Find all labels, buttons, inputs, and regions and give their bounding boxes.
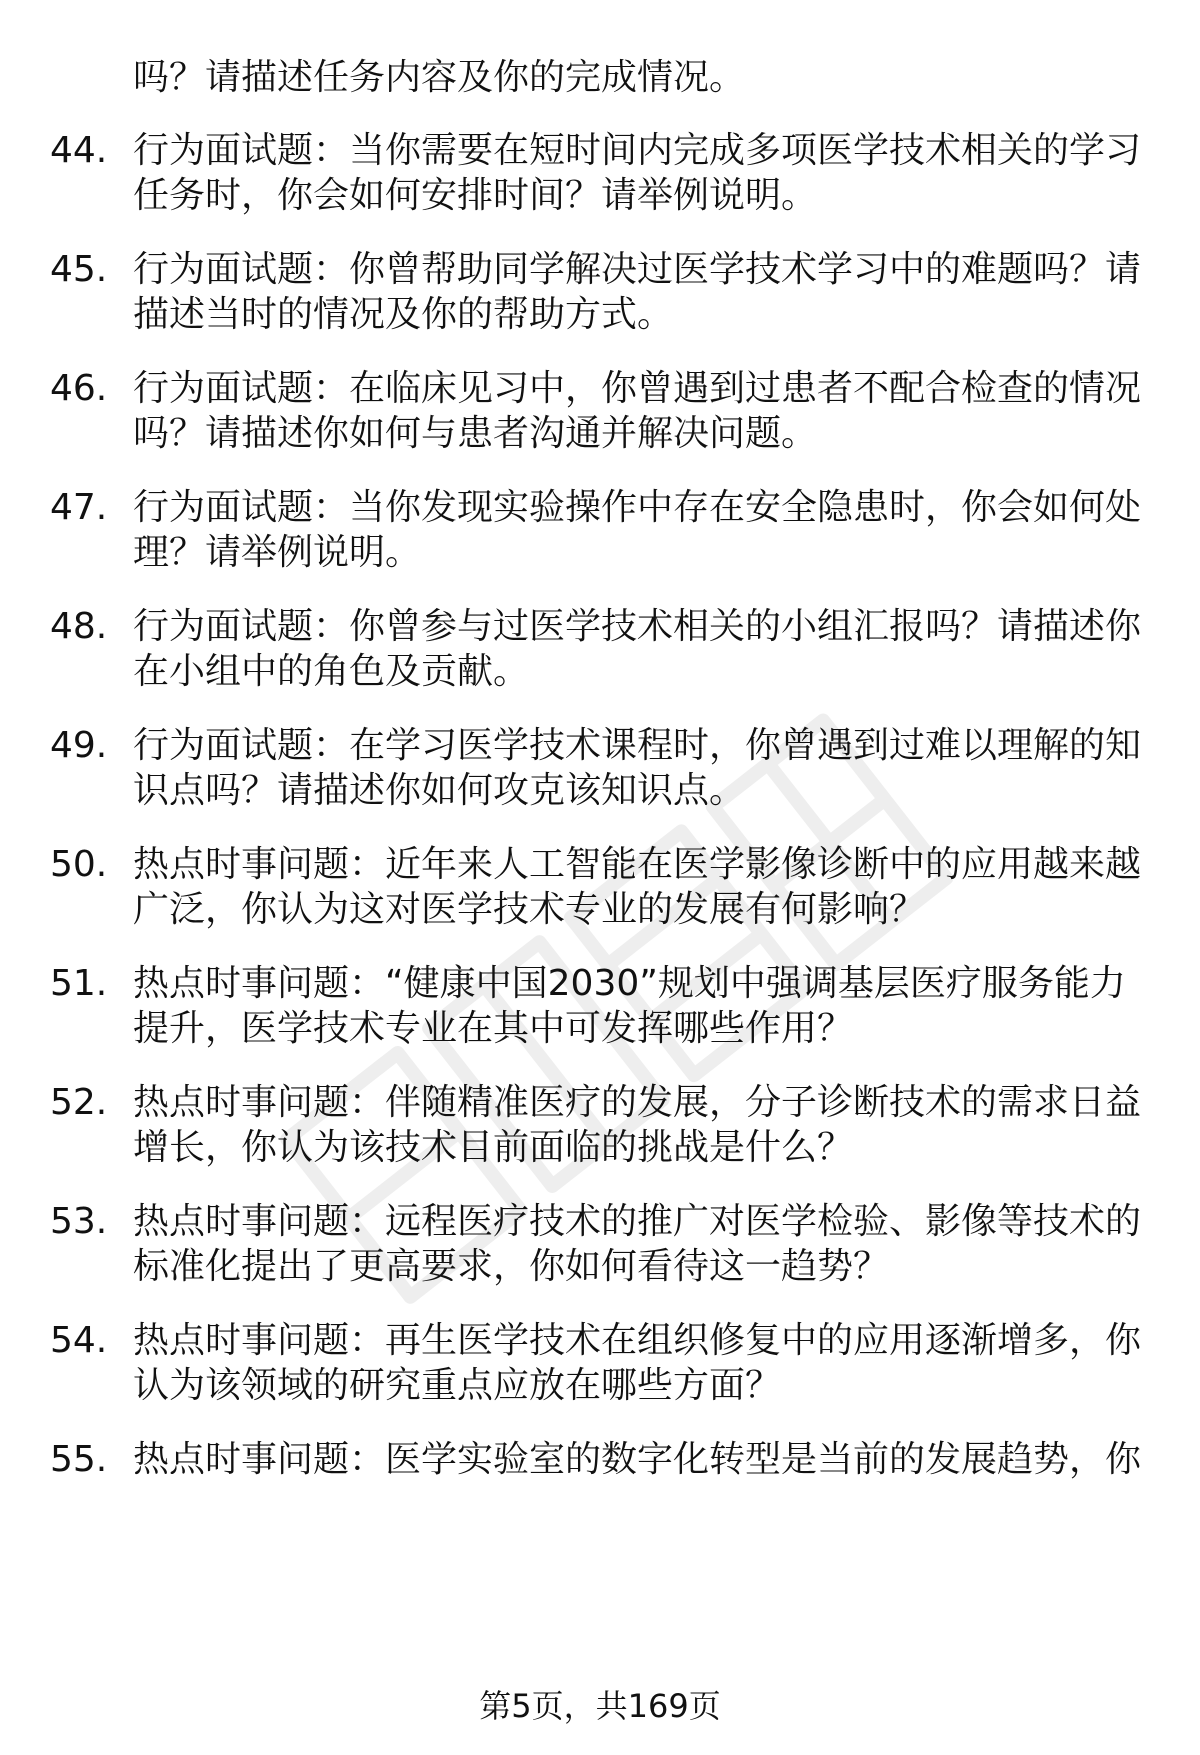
question-text-line2: 描述当时的情况及你的帮助方式。 [133, 294, 674, 335]
question-number: 46. [50, 368, 108, 409]
question-text-line1: 行为面试题：在临床见习中，你曾遇到过患者不配合检查的情况 [133, 368, 1142, 409]
question-text-line1: 热点时事问题：再生医学技术在组织修复中的应用逐渐增多，你 [133, 1320, 1142, 1361]
question-text-line1: 行为面试题：当你需要在短时间内完成多项医学技术相关的学习 [133, 130, 1142, 171]
question-number: 49. [50, 725, 108, 766]
question-text-line2: 理？请举例说明。 [133, 532, 422, 573]
question-number: 55. [50, 1439, 108, 1480]
question-number: 53. [50, 1201, 108, 1242]
question-text-line2: 广泛，你认为这对医学技术专业的发展有何影响？ [133, 889, 926, 930]
question-number: 52. [50, 1082, 108, 1123]
question-text-line2: 认为该领域的研究重点应放在哪些方面？ [133, 1365, 782, 1406]
question-text-line1: 行为面试题：你曾帮助同学解决过医学技术学习中的难题吗？请 [133, 249, 1142, 290]
question-text-line1: 热点时事问题：近年来人工智能在医学影像诊断中的应用越来越 [133, 844, 1142, 885]
question-text-line1: 热点时事问题：医学实验室的数字化转型是当前的发展趋势，你 [133, 1439, 1142, 1480]
question-text-line2: 提升，医学技术专业在其中可发挥哪些作用？ [133, 1008, 854, 1049]
question-text-line1: 行为面试题：你曾参与过医学技术相关的小组汇报吗？请描述你 [133, 606, 1142, 647]
question-text-line2: 任务时，你会如何安排时间？请举例说明。 [133, 175, 818, 216]
question-text-line2: 标准化提出了更高要求，你如何看待这一趋势？ [133, 1246, 890, 1287]
question-number: 51. [50, 963, 108, 1004]
question-number: 50. [50, 844, 108, 885]
question-text-line2: 在小组中的角色及贡献。 [133, 651, 530, 692]
question-text-line1: 热点时事问题：伴随精准医疗的发展，分子诊断技术的需求日益 [133, 1082, 1142, 1123]
question-text-line1: 热点时事问题：“健康中国2030”规划中强调基层医疗服务能力 [133, 963, 1126, 1004]
question-number: 47. [50, 487, 108, 528]
question-text-line1: 热点时事问题：远程医疗技术的推广对医学检验、影像等技术的 [133, 1201, 1142, 1242]
question-number: 48. [50, 606, 108, 647]
question-number: 54. [50, 1320, 108, 1361]
question-text-line2: 吗？请描述你如何与患者沟通并解决问题。 [133, 413, 818, 454]
question-number: 45. [50, 249, 108, 290]
question-text-line1: 行为面试题：当你发现实验操作中存在安全隐患时，你会如何处 [133, 487, 1142, 528]
continuation-line: 吗？请描述任务内容及你的完成情况。 [133, 57, 746, 98]
page-footer: 第5页，共169页 [479, 1687, 721, 1725]
question-text-line1: 行为面试题：在学习医学技术课程时，你曾遇到过难以理解的知 [133, 725, 1142, 766]
question-text-line2: 识点吗？请描述你如何攻克该知识点。 [133, 770, 746, 811]
question-number: 44. [50, 130, 108, 171]
question-text-line2: 增长，你认为该技术目前面临的挑战是什么？ [133, 1127, 854, 1168]
